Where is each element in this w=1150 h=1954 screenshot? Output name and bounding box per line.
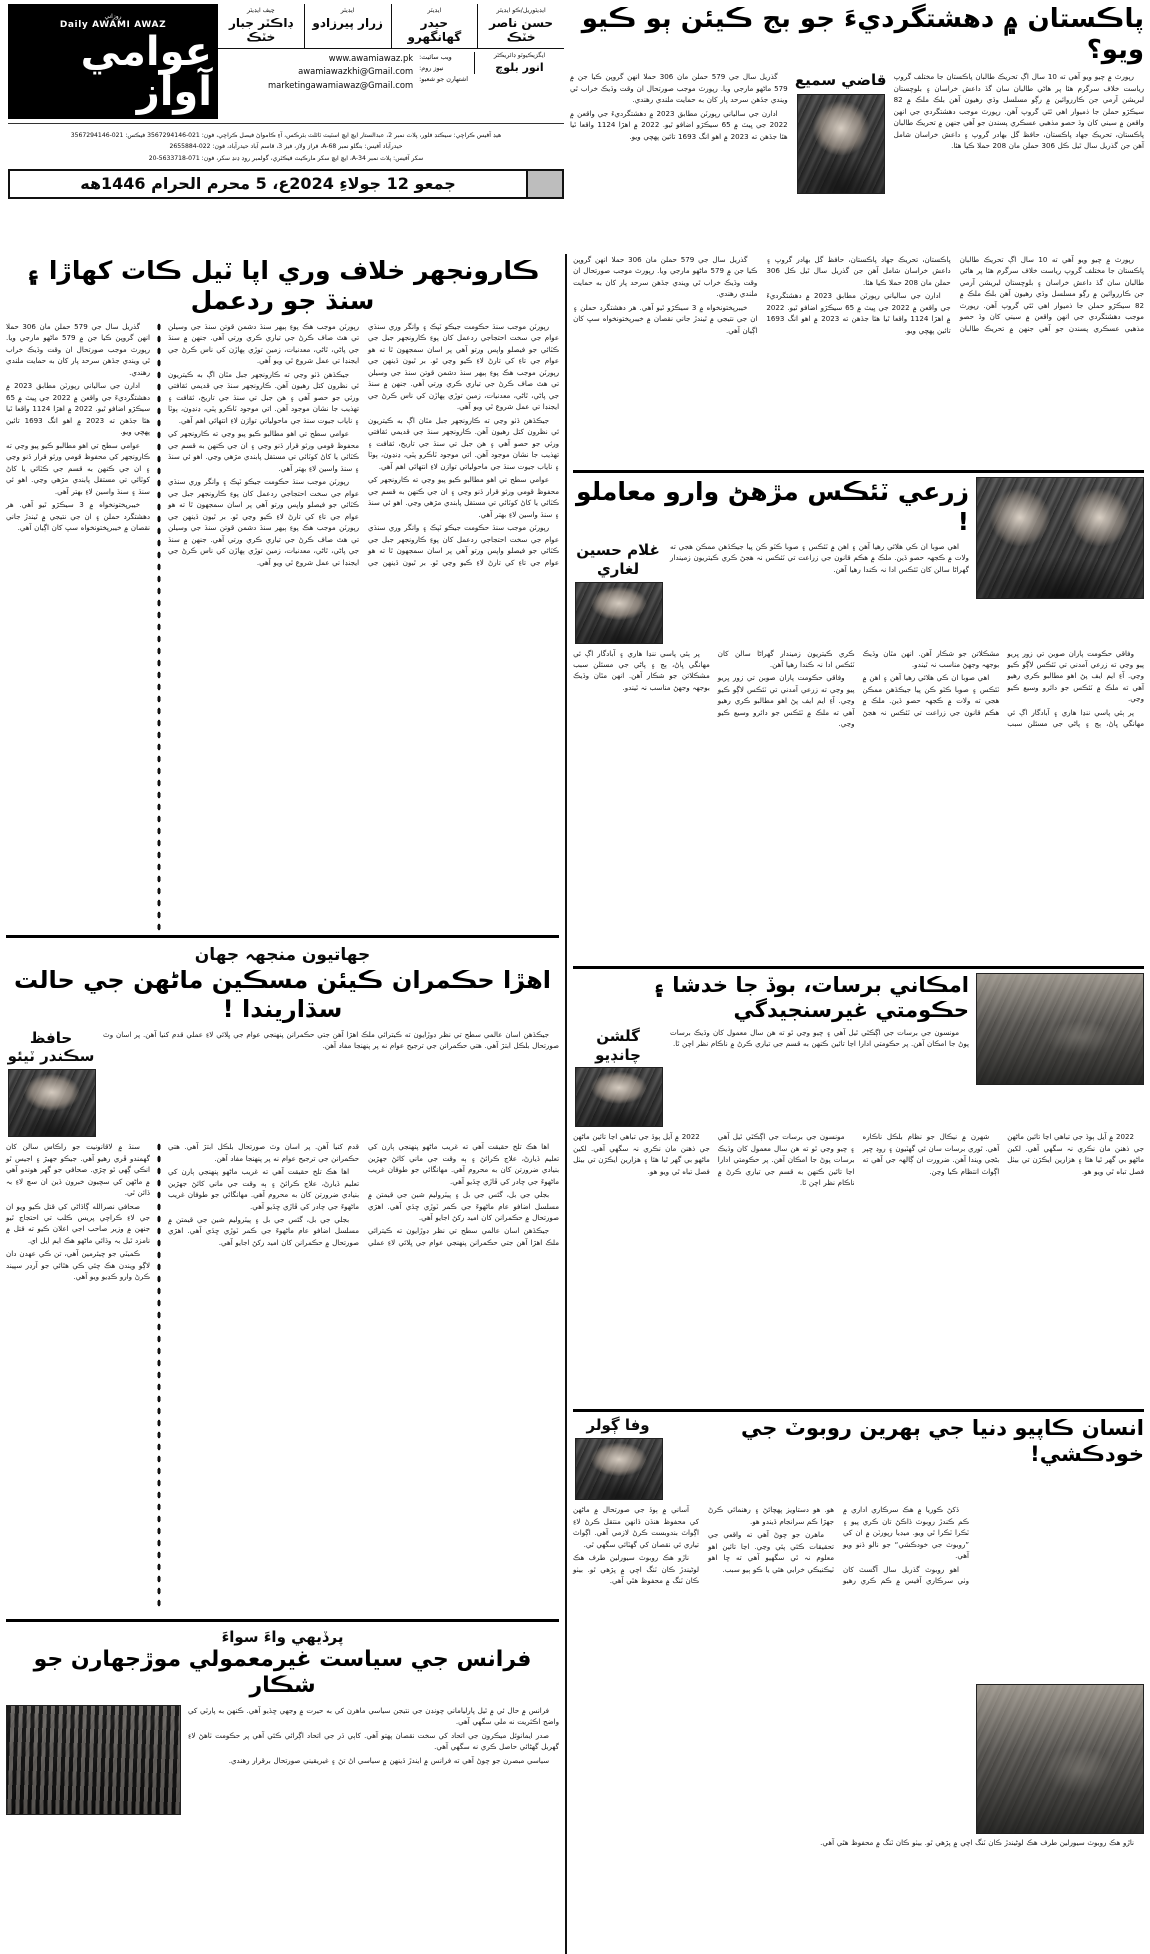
world-byline <box>6 1029 96 1138</box>
world-author-name: حافظ سڪندر ٽيئو <box>7 1028 95 1066</box>
logo <box>8 4 218 119</box>
robot-caption: ناڙو هڪ روبوٽ سيورلين طرف هڪ لوڻيندڙ ڪان ٽنگ اچي ۾ پڙهي ٿو. بيٺو ڪان ٽنگ ۾ محفوظ هٿي آهي. <box>820 1838 1134 1848</box>
lead-left-block <box>570 4 1144 249</box>
robot-body: ڏکڻ ڪوريا ۾ هڪ سرڪاري اداري ۾ ڪم ڪندڙ روبوٽ ڏاڪڻ تان ڪري پيو ۽ ٽڪرا ٽڪرا ٿي ويو. ميڊيا رپورٽن ۾ ان کي ”روبوٽ جي خودڪشي“ جو نالو ڏنو ويو آهي. اهو روبوٽ گذريل سال آگسٽ کان وٺي سرڪاري آفيس ۾ ڪم ڪري رهيو هو. هو دستاويز پهچائڻ ۽ رهنمائي ڪرڻ جهڙا ڪم سرانجام ڏيندو هو. ماهرن جو چوڻ آهي ته واقعي جي تحقيقات ڪئي پئي وڃي. اڃا تائين اهو معلوم نہ ٿي سگهيو آهي ته ڇا اهو ٽيڪنيڪي خرابي هئي يا ڪو ٻيو سبب. آساني ۾ ٻوڏ جي صورتحال ۾ ماڻهن کي محفوظ هنڌن ڏانهن منتقل ڪرڻ لاءِ اڳواٽ بندوبست ڪرڻ لازمي آهي. اڳواٽ تياري ئي نقصان کي گهٽائي سگهي ٿي. ناڙو هڪ روبوٽ سيورلين طرف هڪ لوڻيندڙ ڪان ٽنگ اچي ۾ پڙهي ٿو. بيٺو ڪان ٽنگ ۾ محفوظ هٿي آهي. <box>573 1505 969 1586</box>
contact-labels: ويب سائيٽ: نيوز روم: اشتهارن جو شعبو: <box>419 53 468 84</box>
rain-photo <box>976 973 1144 1085</box>
date-band <box>8 169 564 199</box>
terror-article-body: رپورٽ ۾ چيو ويو آهي ته 10 سال اڳ تحريڪ طالبان پاڪستان جا مختلف گروپ رياست خلاف سرگرم هئا پر هاڻي طالبان سان گڏ داعش خراسان ۽ بلوچستان لبريشن آرمي جن ڪارروائين ۾ رڳو مسلسل وڌي رهيون آهن بلڪ ملڪ ۾ 82 سيڪڙو حملن جا ذميوار اهي ٿئي گروپ آهن. رپورٽ موجب دهشتگردي جي انهن واقعن ۾ سيني کان وڌ حصو مذهبي عسڪري پسندن جو آهي جنهن ۾ تحريڪ طالبان پاڪستان، تحريڪ جهاد پاڪستان، حافظ گل بهادر گروپ ۽ داعش خراسان شامل آهن جن گذريل سال ٿيل ڪل 306 حملن مان 208 حملا ڪيا هئا. ادارن جي سالياني رپورٽن مطابق 2023 ۾ دهشتگرديءَ جي واقعن ۾ 2022 جي ڀيٽ ۾ 65 سيڪڙو اضافو ٿيو. 2022 ۾ اهڙا 1124 واقعا ٿيا هئا جڏهن ته 2023 ۾ اهو انگ 1693 تائين پهچي ويو. گذريل سال جي 579 حملن مان 306 حملا انهن گروپن ڪيا جن ۾ 579 ماڻهو مارجي ويا. رپورٽ موجب صورتحال ان وقت وڌيڪ خراب ٿي ويندي جڏهن سرحد پار کان به حمايت ملندي رهندي. خيبرپختونخواه ۾ 3 سيڪڙو ٿيو آهي. هر دهشتگرد حملن ۽ ان جي نتيجي ۾ ٿيندڙ جاني نقصان ۾ خيبرپختونخواه سڀ کان اڳيان آهي. <box>573 255 1144 335</box>
world-body: اها هڪ تلخ حقيقت آهي ته غريب ماڻهو پنهنجي ٻارن کي تعليم ڏيارڻ، علاج ڪرائڻ ۽ ٻه وقت جي ماني کائڻ جهڙين بنيادي ضرورتن کان به محروم آهي. مهانگائي جو طوفان غريب ماڻهوءَ جي چادر کي ڦاڙي ڇڏيو آهي. بجلي جي بل، گئس جي بل ۽ پيٽروليم شين جي قيمتن ۾ مسلسل اضافو عام ماڻهوءَ جي ڪمر ٽوڙي ڇڏي آهي. اهڙي صورتحال ۾ حڪمرانن کان اميد رکڻ اجايو آهي. جيڪڏهن اسان عالمي سطح تي نظر ڊوڙايون ته ڪيترائي ملڪ اهڙا آهن جتي حڪمرانن پنهنجي عوام جي ڀلائي لاءِ عملي قدم کنيا آهن. پر اسان وٽ صورتحال بلڪل ابتڙ آهي. هتي حڪمرانن جي ترجيح عوام نه پر پنهنجا مفاد آهن. اها هڪ تلخ حقيقت آهي ته غريب ماڻهو پنهنجي ٻارن کي تعليم ڏيارڻ، علاج ڪرائڻ ۽ ٻه وقت جي ماني کائڻ جهڙين بنيادي ضرورتن کان به محروم آهي. مهانگائي جو طوفان غريب ماڻهوءَ جي چادر کي ڦاڙي ڇڏيو آهي. بجلي جي بل، گئس جي بل ۽ پيٽروليم شين جي قيمتن ۾ مسلسل اضافو عام ماڻهوءَ جي ڪمر ٽوڙي ڇڏي آهي. اهڙي صورتحال ۾ حڪمرانن کان اميد رکڻ اجايو آهي. <box>168 1142 560 1247</box>
lead-side-column: گذريل سال جي 579 حملن مان 306 حملا انهن گروپن ڪيا جن ۾ 579 ماڻهو مارجي ويا. رپورٽ موجب صورتحال ان وقت وڌيڪ خراب ٿي ويندي جڏهن سرحد پار کان به حمايت ملندي رهندي. ادارن جي سالياني رپورٽن مطابق 2023 ۾ دهشتگرديءَ جي واقعن ۾ 2022 جي ڀيٽ ۾ 65 سيڪڙو اضافو ٿيو. 2022 ۾ اهڙا 1124 واقعا ٿيا هئا جڏهن ته 2023 ۾ اهو انگ 1693 تائين پهچي ويو. عوامي سطح تي اهو مطالبو ڪيو پيو وڃي ته ڪارونجهر کي محفوظ قومي ورثو قرار ڏنو وڃي ۽ ان جي ڪنهن به قسم جي ڪٽائي يا کاڻ کوٽائي تي مستقل پابندي مڙهي وڃي. اهو ئي سنڌ ۽ سنڌ واسين لاءِ بهتر آهي. خيبرپختونخواه ۾ 3 سيڪڙو ٿيو آهي. هر دهشتگرد حملن ۽ ان جي نتيجي ۾ ٿيندڙ جاني نقصان ۾ خيبرپختونخواه سڀ کان اڳيان آهي. <box>6 322 151 533</box>
masthead <box>8 4 564 249</box>
staff-cell-exec-director: ايگزيڪيوٽو ڊائريڪٽر انور بلوچ <box>474 52 560 74</box>
france-article <box>6 1626 559 1815</box>
office-addresses: هيڊ آفيس ڪراچي: سيڪنڊ فلور، پلاٽ نمبر 2، عبدالستار ايڇ ايڇ اسٽيٽ ٽائلٽ بئرڪس، آءِ ڪامواڻ فيصل ڪراچي، فون: 021-3567294146 فيڪس: 021-3567294146 حيدرآباد آفيس: بنگلو نمبر A-68، فراز ولاز، فيز 3، قاسم آباد حيدرآباد، فون: 022-2655884 سکر آفيس: پلاٽ نمبر A-34، ايڇ ايڇ سکر مارڪيٽ فيڪٽري، گولمبر روڊ ڍنڍ سکر، فون: 071-5633718-20 <box>70 132 502 162</box>
logo-small-label: روزاني <box>104 12 122 20</box>
france-kicker: پرڏيهي واءَ سواءَ <box>221 1628 344 1647</box>
world-article <box>6 942 559 1611</box>
marketing-email[interactable]: marketingawamiawaz@Gmail.com <box>267 79 414 90</box>
rain-col-1: مونسون جي برسات جي اڳڪٿي ٿيل آهي ۽ چيو وڃي ٿو ته هن سال معمول کان وڌيڪ برسات پوڻ جا امڪان آهن. پر حڪومتي ادارا اڃا تائين ڪنهن به قسم جي تياري ڪرڻ ۾ ناڪام نظر اچن ٿا. <box>670 1027 969 1049</box>
rain-headline: امڪاني برسات، بوڏ جا خدشا ۽ حڪومتي غيرسنجيدگي <box>652 972 969 1022</box>
france-headline: فرانس جي سياست غيرمعمولي موڙجهارن جو شڪار <box>33 1647 532 1699</box>
france-col-1: فرانس ۾ حال ئي ۾ ٿيل پارلياماني چونڊن جي نتيجن سياسي ماهرن کي به حيرت ۾ وجهي ڇڏيو آهي. ڪنهن به پارٽي کي واضح اڪثريت نه ملي سگهي آهي. صدر ايمانوئل ميڪرون جي اتحاد کي سخت نقصان پهتو آهي. کاٻي ڌر جي اتحاد اڳرائي ڪئي آهي پر حڪومت ٺاهڻ لاءِ گهربل گهڻائي حاصل ڪري نه سگهي آهي. سياسي مبصرن جو چوڻ آهي ته فرانس ۾ ايندڙ ڏينهن ۾ سياسي اڻ تڻ ۽ غيريقيني صورتحال برقرار رهندي. <box>188 1705 560 1765</box>
staff-cell-editor: ايڊيٽر حيدر گھانگھرو <box>391 4 478 48</box>
rain-body: 2022 ۾ آيل ٻوڏ جي تباهي اڃا تائين ماڻهن جي ذهنن مان نڪري نہ سگهي آهي. لکين ماڻهو بي گهر ٿيا هئا ۽ هزارين ايڪڙن تي بيٺل فصل تباه ٿي ويو هو. شهرن ۾ نيڪال جو نظام بلڪل ناڪاره آهي. ٿوري برسات سان ئي گهٽيون ۽ روڊ ڇپر بڻجي ويندا آهن. ضرورت ان ڳالهہ جي آهي ته اڳواٽ انتظام ڪيا وڃن. مونسون جي برسات جي اڳڪٿي ٿيل آهي ۽ چيو وڃي ٿو ته هن سال معمول کان وڌيڪ برسات پوڻ جا امڪان آهن. پر حڪومتي ادارا اڃا تائين ڪنهن به قسم جي تياري ڪرڻ ۾ ناڪام نظر اچن ٿا. 2022 ۾ آيل ٻوڏ جي تباهي اڃا تائين ماڻهن جي ذهنن مان نڪري نہ سگهي آهي. لکين ماڻهو بي گهر ٿيا هئا ۽ هزارين ايڪڙن تي بيٺل فصل تباه ٿي ويو هو. <box>573 1132 1144 1188</box>
left-column <box>573 254 1144 1954</box>
robot-author-name: وفا ڳولر <box>586 1416 650 1435</box>
newsroom-email[interactable]: awamiawazkhi@Gmail.com <box>298 66 414 77</box>
website-url[interactable]: www.awamiawaz.pk <box>328 53 414 63</box>
masthead-staff <box>218 4 564 119</box>
terror-byline <box>795 71 887 249</box>
logo-sindhi-text: عوامي آواز <box>80 28 212 115</box>
terror-author-photo <box>797 94 885 194</box>
lead-body: رپورٽن موجب سنڌ حڪومت جيڪو ٽپڪ ۽ وانگر وري سنڌي عوام جي سخت احتجاجي ردعمل کان پوءِ ڪارونجهر جبل جي ڪٽائي جو فيصلو واپس ورتو آهي پر اسان سمجهون ٿا ته هو عوام جي تاءِ کي تارڻ لاءِ ڪيو وڃي ٿو. بر ٿيون ڏينهن جي رپورٽن موجب هڪ پوءِ ٻيهر سنڌ دشمن قوتن سنڌ جي وسيلن تي هٿ صاف ڪرڻ جي تياري ڪري ورتي آهي. جنهن ۾ سنڌ جي پاڻي، ٿاڻي، معدنيات، زمين توڙي ٻهاڙن کي ناس ڪرڻ جي ايجنڊا تي عمل شروع ٿي ويو آهي. جيڪڏهن ڏٺو وڃي ته ڪارونجهر جبل مٿان اڳ به ڪيتريون ئي نظرون کتل رهيون آهن. ڪارونجهر سنڌ جي قديمي ثقافتي ورثي جو حصو آهي ۽ هن جبل تي سنڌ جي تاريخ، ثقافت ۽ تهذيب جا نشان موجود آهن. اتي موجود ٽاڪرو پٽي، ڍنڍون، ٻوٽا ۽ ناياب جيوت سنڌ جي ماحولياتي توازن لاءِ انتهائي اهم آهي. عوامي سطح تي اهو مطالبو ڪيو پيو وڃي ته ڪارونجهر کي محفوظ قومي ورثو قرار ڏنو وڃي ۽ ان جي ڪنهن به قسم جي ڪٽائي يا کاڻ کوٽائي تي مستقل پابندي مڙهي وڃي. اهو ئي سنڌ ۽ سنڌ واسين لاءِ بهتر آهي. رپورٽن موجب سنڌ حڪومت جيڪو ٽپڪ ۽ وانگر وري سنڌي عوام جي سخت احتجاجي ردعمل کان پوءِ ڪارونجهر جبل جي ڪٽائي جو فيصلو واپس ورتو آهي پر اسان سمجهون ٿا ته هو عوام جي تاءِ کي تارڻ لاءِ ڪيو وڃي ٿو. بر ٿيون ڏينهن جي رپورٽن موجب هڪ پوءِ ٻيهر سنڌ دشمن قوتن سنڌ جي وسيلن تي هٿ صاف ڪرڻ جي تياري ڪري ورتي آهي. جنهن ۾ سنڌ جي پاڻي، ٿاڻي، معدنيات، زمين توڙي ٻهاڙن کي ناس ڪرڻ جي ايجنڊا تي عمل شروع ٿي ويو آهي. جيڪڏهن ڏٺو وڃي ته ڪارونجهر جبل مٿان اڳ به ڪيتريون ئي نظرون کتل رهيون آهن. ڪارونجهر سنڌ جي قديمي ثقافتي ورثي جو حصو آهي ۽ هن جبل تي سنڌ جي تاريخ، ثقافت ۽ تهذيب جا نشان موجود آهن. اتي موجود ٽاڪرو پٽي، ڍنڍون، ٻوٽا ۽ ناياب جيوت سنڌ جي ماحولياتي توازن لاءِ انتهائي اهم آهي. عوامي سطح تي اهو مطالبو ڪيو پيو وڃي ته ڪارونجهر کي محفوظ قومي ورثو قرار ڏنو وڃي ۽ ان جي ڪنهن به قسم جي ڪٽائي يا کاڻ کوٽائي تي مستقل پابندي مڙهي وڃي. اهو ئي سنڌ ۽ سنڌ واسين لاءِ بهتر آهي. رپورٽن موجب سنڌ حڪومت جيڪو ٽپڪ ۽ وانگر وري سنڌي عوام جي سخت احتجاجي ردعمل کان پوءِ ڪارونجهر جبل جي ڪٽائي جو فيصلو واپس ورتو آهي پر اسان سمجهون ٿا ته هو عوام جي تاءِ کي تارڻ لاءِ ڪيو وڃي ٿو. بر ٿيون ڏينهن جي رپورٽن موجب هڪ پوءِ ٻيهر سنڌ دشمن قوتن سنڌ جي وسيلن تي هٿ صاف ڪرڻ جي تياري ڪري ورتي آهي. جنهن ۾ سنڌ جي پاڻي، ٿاڻي، معدنيات، زمين توڙي ٻهاڙن کي ناس ڪرڻ جي ايجنڊا تي عمل شروع ٿي ويو آهي. <box>168 322 560 567</box>
rain-byline <box>573 1027 663 1128</box>
logo-english-text: Daily AWAMI AWAZ <box>59 19 167 30</box>
robot-author-photo <box>575 1438 663 1500</box>
robot-scene-photo <box>976 1684 1144 1834</box>
agri-tax-byline <box>573 541 663 644</box>
rain-author-photo <box>575 1067 663 1127</box>
column-divider <box>565 254 567 1954</box>
agri-tax-headline: زرعي ٽئڪس مڙهڻ وارو معاملو ! <box>576 477 969 536</box>
agri-tax-photo <box>976 477 1144 599</box>
agri-tax-author-name: غلام حسين لغاري <box>576 541 660 578</box>
world-section-label: جھاتيون منجهہ جھان <box>194 945 371 965</box>
terror-article-col-1: رپورٽ ۾ چيو ويو آهي ته 10 سال اڳ تحريڪ طالبان پاڪستان جا مختلف گروپ رياست خلاف سرگرم هئا پر هاڻي طالبان سان گڏ داعش خراسان ۽ بلوچستان لبريشن آرمي جن ڪارروائين ۾ رڳو مسلسل وڌي رهيون آهن بلڪ ملڪ ۾ 82 سيڪڙو حملن جا ذميوار اهي ٿئي گروپ آهن. رپورٽ موجب دهشتگردي جي انهن واقعن ۾ سيني کان وڌ حصو مذهبي عسڪري پسندن جو آهي جنهن ۾ تحريڪ طالبان پاڪستان، تحريڪ جهاد پاڪستان، حافظ گل بهادر گروپ ۽ داعش خراسان شامل آهن جن گذريل سال ٿيل ڪل 306 حملن مان 208 حملا ڪيا هئا. <box>893 72 1144 151</box>
staff-cell-exec-editor: ايڊيٽر زرار پيرزادو <box>304 4 391 48</box>
world-headline: اهڙا حڪمران ڪيئن مسڪين ماڻهن جي حالت سڌاريندا ! <box>14 966 552 1023</box>
world-side-column: سنڌ ۾ لاقانونيت جو راڪاس سالن کان گهمندو ڦري رهيو آهي. جيڪو جهيڙ ۽ اجيس ٿو انڪي ڳهي ٿو چڙي. صحافي جو گهر هوندو آهي ۾ ماڻهن کي سچيون خبرون ڏين ان سچ لاءِ بہ ڏائن ٿي. صحافي نصرالله ڳاڏاڻي کي قتل ڪيو ويو ان جي لاءِ ڪراچي پريس ڪلب تي احتجاج ٿيو جنهن ۾ وزير صاحب اجي اعلان ڪيو ته قتل ۾ نامزد ٿيل بہ وڌائي ماڻهو هڪ ايم ايل اي. ڪميٽي جو چيئرمين آهي، تن ڪي عهدن دان لاڳو ويندن هڪ چئي ڪي هٿائي جو آرڊر سپيند ڪرڻ وارو ڪڍيو ويو آهي. <box>6 1142 151 1282</box>
robot-headline: انسان ڪاپيو دنيا جي ٻهرين روبوٽ جي خودڪشي! <box>741 1416 1144 1466</box>
rain-article <box>573 973 1144 1402</box>
staff-cell-chief-editor: چيف ايڊيٽر ڊاڪٽر جبار خٽڪ <box>228 7 293 44</box>
agri-tax-author-photo <box>575 582 663 644</box>
agri-tax-col-1: اهي صوبا ان ڪي هلائي رهيا آهن ۽ اهن ۾ ٽئڪس ۽ صوبا ڪٽو ڪن پيا جيڪڏهن ممڪن هجي ته ولات ۾ ڪجهہ حصو ڏين. ملڪ ۾ هڪم قانون جي زراعت تي ٽئڪس نہ هجڻ ڪري ڪيتريون زميندار گھراڻا سالن کان ٽئڪس ادا نہ ڪندا رهيا آهن. <box>670 542 969 574</box>
rain-author-name: گلشن چانڊيو <box>595 1026 641 1064</box>
world-author-photo <box>8 1069 96 1137</box>
lead-dotted-rule <box>156 321 162 931</box>
lead-headline: ڪارونجهر خلاف وري اپا ٽيل ڪات کهاڙا ۽ سنڌ جو ردعمل <box>25 256 540 315</box>
right-column <box>6 254 559 1954</box>
terror-author-name: قاضي سميع <box>794 71 887 90</box>
world-col-1: جيڪڏهن اسان عالمي سطح تي نظر ڊوڙايون ته ڪيترائي ملڪ اهڙا آهن جتي حڪمرانن پنهنجي عوام جي ڀلائي لاءِ عملي قدم کنيا آهن. پر اسان وٽ صورتحال بلڪل ابتڙ آهي. هتي حڪمرانن جي ترجيح عوام نه پر پنهنجا مفاد آهن. <box>103 1029 560 1051</box>
agri-tax-article <box>573 477 1144 958</box>
staff-cell-editorial: ايڊيٽوريل/ڪو ايڊيٽر حسن ناصر خٽڪ <box>477 4 564 48</box>
agri-tax-body: وفاقي حڪومت پاران صوبن تي زور ڀريو پيو وڃي ته زرعي آمدني تي ٽئڪس لاڳو ڪيو وڃي. آءِ ايم ايف پڻ اهو مطالبو ڪري رهيو آهي ته ملڪ ۾ ٽئڪس جو دائرو وسيع ڪيو وڃي. پر ٻئي پاسي ننڍا هاري ۽ آبادگار اڳ ئي مهانگي ڀاڻ، ٻج ۽ پاڻي جي مسئلن سبب مشڪلاتن جو شڪار آهن. انهن مٿان وڌيڪ بوجهہ وجهڻ مناسب نہ ٿيندو. اهي صوبا ان ڪي هلائي رهيا آهن ۽ اهن ۾ ٽئڪس ۽ صوبا ڪٽو ڪن پيا جيڪڏهن ممڪن هجي ته ولات ۾ ڪجهہ حصو ڏين. ملڪ ۾ هڪم قانون جي زراعت تي ٽئڪس نہ هجڻ ڪري ڪيتريون زميندار گھراڻا سالن کان ٽئڪس ادا نہ ڪندا رهيا آهن. وفاقي حڪومت پاران صوبن تي زور ڀريو پيو وڃي ته زرعي آمدني تي ٽئڪس لاڳو ڪيو وڃي. آءِ ايم ايف پڻ اهو مطالبو ڪري رهيو آهي ته ملڪ ۾ ٽئڪس جو دائرو وسيع ڪيو وڃي. پر ٻئي پاسي ننڍا هاري ۽ آبادگار اڳ ئي مهانگي ڀاڻ، ٻج ۽ پاڻي جي مسئلن سبب مشڪلاتن جو شڪار آهن. انهن مٿان وڌيڪ بوجهہ وجهڻ مناسب نہ ٿيندو. <box>573 648 1144 729</box>
robot-byline <box>573 1416 663 1500</box>
terror-article-headline: پاڪستان ۾ دهشتگرديءَ جو بج ڪيئن ٻو ڪيو ويو؟ <box>581 4 1144 66</box>
date-text: جمعو 12 جولاءِ 2024ع، 5 محرم الحرام 1446هه <box>80 174 456 194</box>
robot-article <box>573 1416 1144 1850</box>
world-dotted-rule <box>156 1141 162 1611</box>
date-band-swatch <box>526 171 562 197</box>
france-photo <box>6 1705 181 1815</box>
terror-article-col-2: گذريل سال جي 579 حملن مان 306 حملا انهن گروپن ڪيا جن ۾ 579 ماڻهو مارجي ويا. رپورٽ موجب صورتحال ان وقت وڌيڪ خراب ٿي ويندي جڏهن سرحد پار کان به حمايت ملندي رهندي. ادارن جي سالياني رپورٽن مطابق 2023 ۾ دهشتگرديءَ جي واقعن ۾ 2022 جي ڀيٽ ۾ 65 سيڪڙو اضافو ٿيو. 2022 ۾ اهڙا 1124 واقعا ٿيا هئا جڏهن ته 2023 ۾ اهو انگ 1693 تائين پهچي ويو. <box>570 72 788 141</box>
contact-values <box>222 52 413 92</box>
